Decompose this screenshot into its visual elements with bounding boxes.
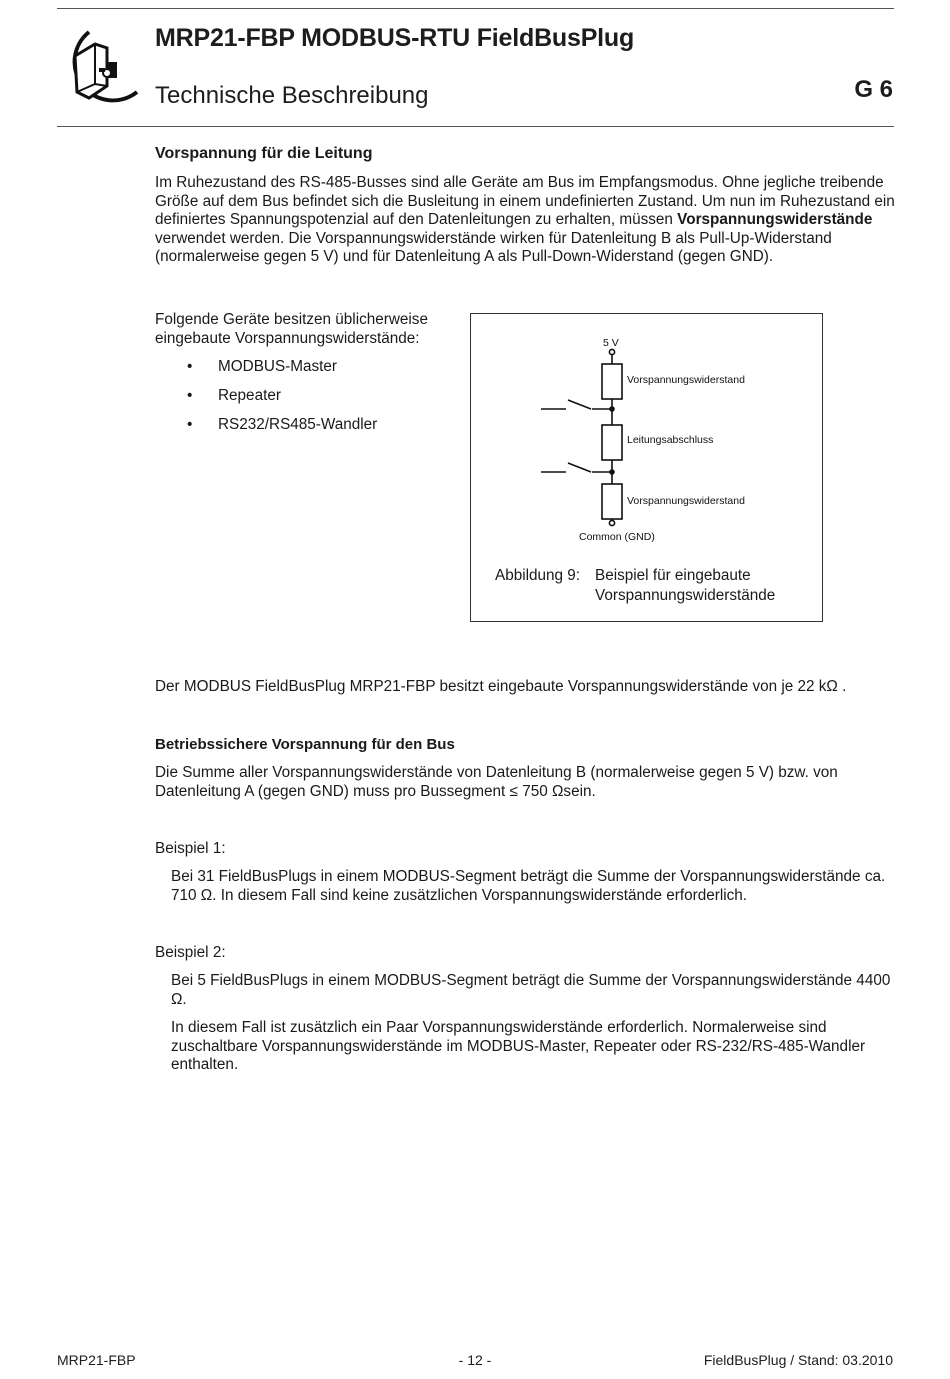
example2-text1: Bei 5 FieldBusPlugs in einem MODBUS-Segment beträgt die Summe der Vorspannungswiderstände 4400 Ω. bbox=[171, 972, 891, 1008]
top-rule bbox=[57, 8, 894, 9]
footer-right: FieldBusPlug / Stand: 03.2010 bbox=[703, 1352, 893, 1368]
example2-text2: In diesem Fall ist zusätzlich ein Paar Vorspannungswiderstände erforderlich. Normalerweise sind zuschaltbare Vorspannungswiderstände im MODBUS-Master, Repeater oder RS-232/RS-485-Wandler enthalten. bbox=[171, 1019, 866, 1073]
resistor-bottom bbox=[602, 484, 622, 519]
builtin-resistor-statement: Der MODBUS FieldBusPlug MRP21-FBP besitzt eingebaute Vorspannungswiderstände von je 22 kΩ . bbox=[155, 678, 847, 695]
junction-b bbox=[609, 406, 615, 412]
bias-resistor-circuit-diagram bbox=[471, 314, 822, 554]
label-resistor-top: Vorspannungswiderstand bbox=[627, 374, 745, 386]
section-page-id: G 6 bbox=[854, 76, 893, 103]
document-title: MRP21-FBP MODBUS-RTU FieldBusPlug bbox=[155, 24, 635, 52]
label-5v: 5 V bbox=[603, 337, 619, 349]
paragraph-summe: Die Summe aller Vorspannungswiderstände von Datenleitung B (normalerweise gegen 5 V) bzw. von Datenleitung A (gegen GND) muss pro Bussegment ≤ 750 Ωsein. bbox=[155, 764, 838, 800]
example1-label: Beispiel 1: bbox=[155, 840, 226, 857]
example1-text: Bei 31 FieldBusPlugs in einem MODBUS-Segment beträgt die Summe der Vorspannungswiderstände ca. 710 Ω. In diesem Fall sind keine zusätzlichen Vorspannungswiderstände erforderlich. bbox=[171, 868, 886, 904]
figure-box bbox=[470, 313, 823, 622]
list-item: • Repeater bbox=[155, 386, 377, 415]
fieldbusplug-logo-icon bbox=[55, 26, 145, 112]
label-termination: Leitungsabschluss bbox=[627, 434, 714, 446]
paragraph-text-b: verwendet werden. Die Vorspannungswiderstände wirken für Datenleitung B als Pull-Up-Widerstand (normalerweise gegen 5 V) und für Datenleitung A als Pull-Down-Widerstand (gegen GND). bbox=[155, 229, 832, 265]
resistor-termination bbox=[602, 425, 622, 460]
paragraph-text-a: Im Ruhezustand des RS-485-Busses sind alle Geräte am Bus im Empfangsmodus. Ohne jegliche treibende Größe auf dem Bus befindet sich die Busleitung in einem undefinierten Zustand. Um nun im Ruhezustand ein definiertes Spannungspotenzial auf den Datenleitungen zu erhalten, müssen bbox=[155, 174, 895, 228]
devices-list bbox=[155, 357, 377, 444]
page-number: - 12 - bbox=[458, 1352, 492, 1368]
label-gnd: Common (GND) bbox=[579, 531, 655, 543]
document-subtitle: Technische Beschreibung bbox=[155, 82, 429, 109]
devices-intro: Folgende Geräte besitzen üblicherweise eingebaute Vorspannungswiderstände: bbox=[155, 311, 428, 347]
header-rule bbox=[57, 126, 894, 127]
list-item: • MODBUS-Master bbox=[155, 357, 377, 386]
switch-a bbox=[568, 463, 591, 472]
junction-a bbox=[609, 469, 615, 475]
terminal-5v bbox=[609, 349, 614, 354]
label-resistor-bottom: Vorspannungswiderstand bbox=[627, 495, 745, 507]
switch-b bbox=[568, 400, 591, 409]
caption-text: Beispiel für eingebaute Vorspannungswiderstände bbox=[595, 567, 776, 604]
section-heading-betriebssicher: Betriebssichere Vorspannung für den Bus bbox=[155, 736, 455, 753]
caption-label: Abbildung 9: bbox=[495, 567, 581, 584]
example2-label: Beispiel 2: bbox=[155, 944, 226, 961]
list-item: • RS232/RS485-Wandler bbox=[155, 415, 377, 444]
resistor-top bbox=[602, 364, 622, 399]
paragraph-bold-term: Vorspannungswiderstände bbox=[677, 211, 873, 228]
terminal-gnd bbox=[609, 520, 614, 525]
footer-left: MRP21-FBP bbox=[57, 1352, 136, 1368]
paragraph-ruhezustand bbox=[155, 174, 895, 267]
section-heading-vorspannung: Vorspannung für die Leitung bbox=[155, 145, 373, 162]
